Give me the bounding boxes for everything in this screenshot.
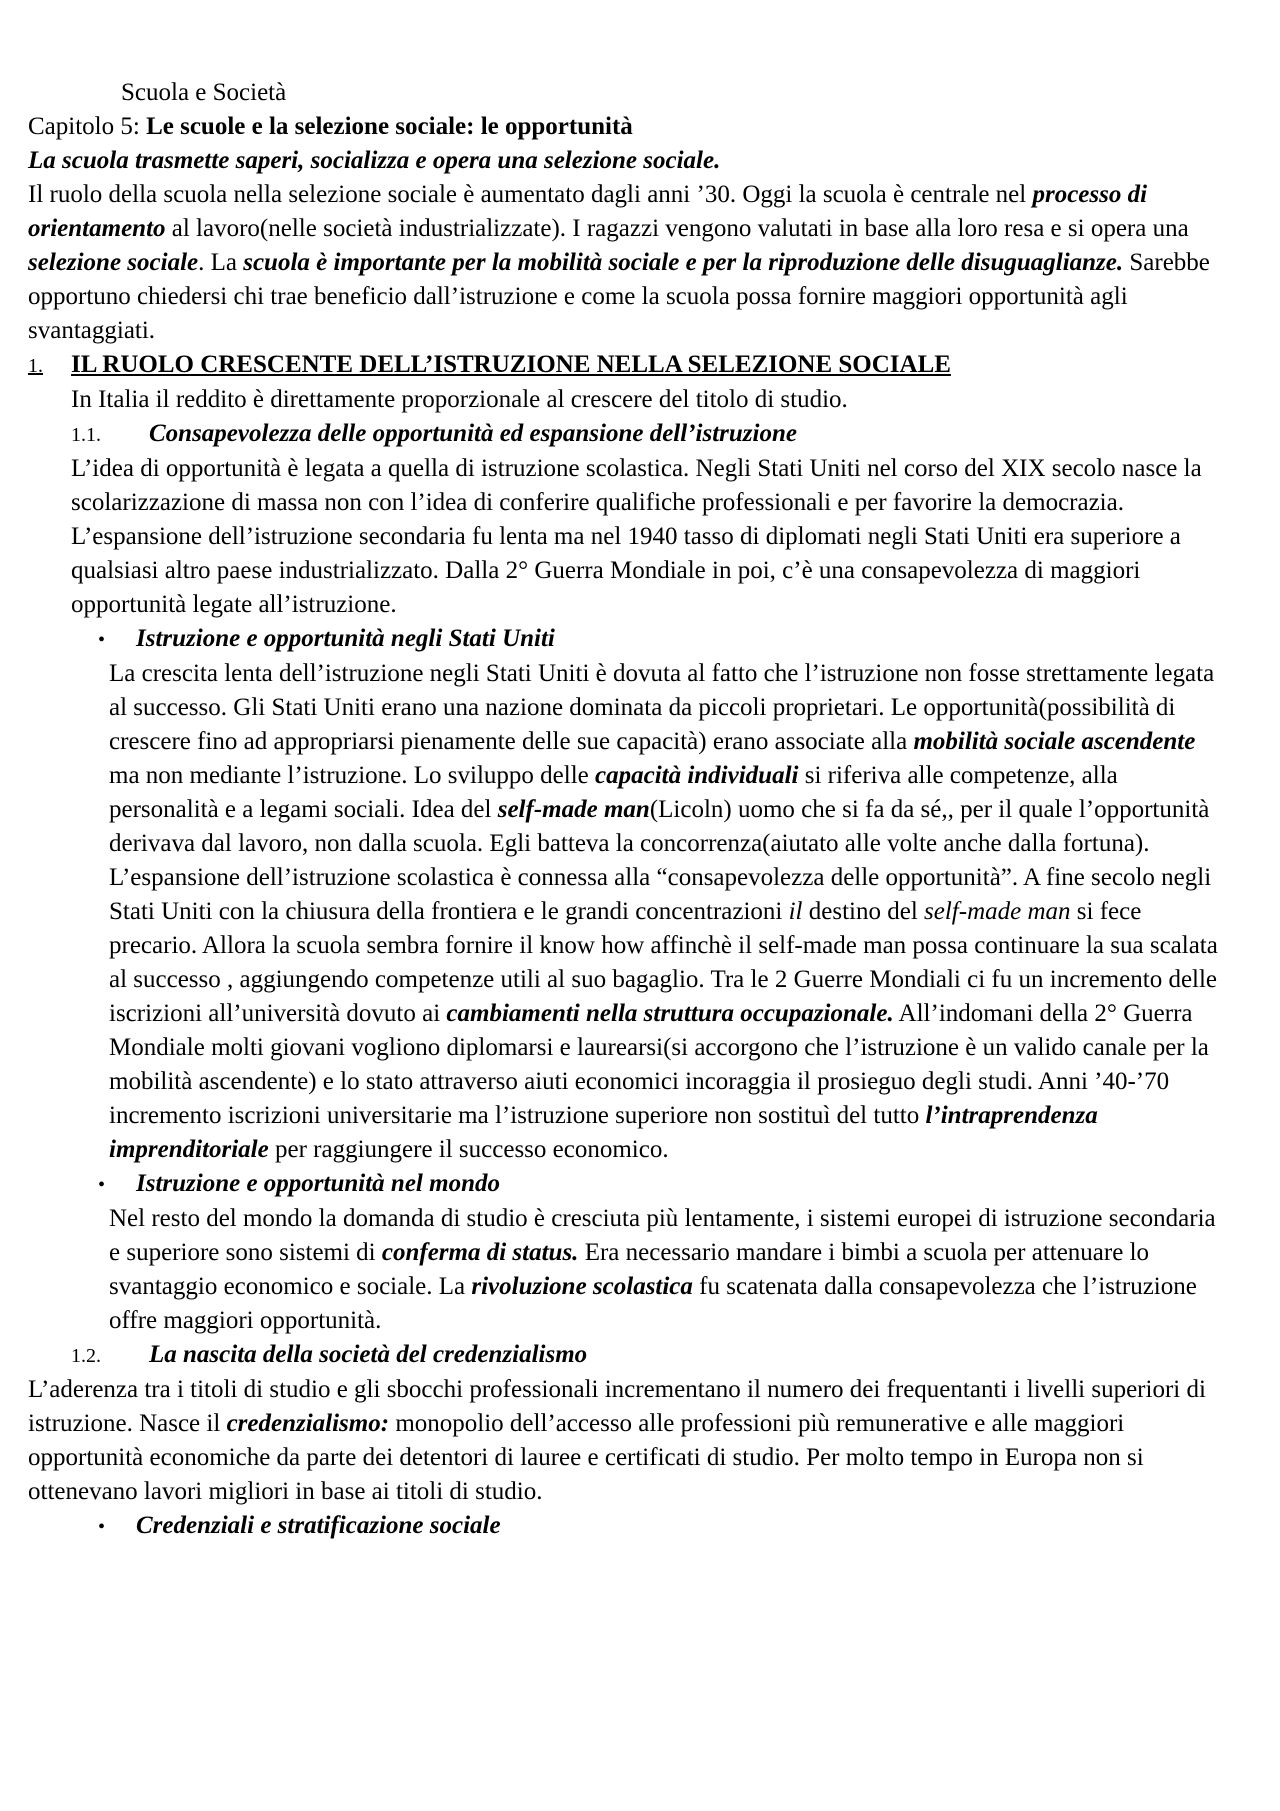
emphasis-run: mobilità sociale ascendente [913, 728, 1196, 755]
section-title: Consapevolezza delle opportunità ed espansione dell’istruzione [149, 420, 797, 447]
intro-lead [28, 144, 1232, 178]
text-run: Nel resto del mondo la domanda di studio è cresciuta più lentamente, i sistemi europei di istruzione secondaria e superiore sono sistemi di [109, 1205, 1216, 1266]
emphasis-run: credenzialismo: [226, 1410, 390, 1437]
emphasis-run: scuola è importante per la mobilità sociale e per la riproduzione delle disuguaglianze. [243, 249, 1124, 276]
section-number: 1.2. [71, 1345, 101, 1367]
intro-paragraph [28, 178, 1232, 348]
emphasis-run: self-made man [497, 796, 650, 823]
text-run: La crescita lenta dell’istruzione negli Stati Uniti è dovuta al fatto che l’istruzione non fosse strettamente legata al successo. Gli Stati Uniti erano una nazione dominata da piccoli proprietari. Le opportunità(possibilità di crescere fino ad appropriarsi pienamente delle sue capacità) erano associate alla [109, 660, 1215, 755]
text-run: Sarebbe opportuno chiedersi chi trae beneficio dall’istruzione e come la scuola possa fornire maggiori opportunità agli svantaggiati. [28, 249, 1210, 344]
text-run: Era necessario mandare i bimbi a scuola per attenuare lo svantaggio economico e sociale. La [109, 1239, 1150, 1300]
text-run: L’aderenza tra i titoli di studio e gli sbocchi professionali incrementano il numero dei frequentanti i livelli superiori di istruzione. Nasce il [28, 1376, 1206, 1437]
section-1-2-heading [28, 1338, 1232, 1373]
text-run: monopolio dell’accesso alle professioni più remunerative e alle maggiori opportunità economiche da parte dei detentori di lauree e certificati di studio. Per molto tempo in Europa non si ottenevano lavori migliori in base ai titoli di studio. [28, 1410, 1144, 1505]
bullet-usa-paragraph [28, 657, 1232, 1167]
bullet-heading-usa [28, 622, 1232, 657]
emphasis-run: processo di orientamento [28, 181, 1148, 242]
section-title: IL RUOLO CRESCENTE DELL’ISTRUZIONE NELLA SELEZIONE SOCIALE [71, 351, 951, 378]
section-1-heading [28, 348, 1232, 383]
bullet-world-paragraph [28, 1202, 1232, 1338]
emphasis-run: capacità individuali [595, 762, 799, 789]
section-title: La nascita della società del credenzialismo [149, 1341, 588, 1368]
text-run: per raggiungere il successo economico. [268, 1136, 669, 1163]
text-run: destino del [802, 898, 925, 925]
text-run: fu scatenata dalla consapevolezza che l’istruzione offre maggiori opportunità. [109, 1273, 1197, 1334]
text-run: si fece precario. Allora la scuola sembra fornire il know how affinchè il self-made man possa continuare la sua scalata al successo , aggiungendo competenze utili al suo bagaglio. Tra le 2 Guerre Mondiali ci fu un incremento delle iscrizioni all’università dovuto ai [109, 898, 1218, 1027]
bullet-title: Credenziali e stratificazione sociale [136, 1512, 501, 1539]
text-run: All’indomani della 2° Guerra Mondiale molti giovani vogliono diplomarsi e laurearsi(si accorgono che l’istruzione è un valido canale per la mobilità ascendente) e lo stato attraverso aiuti economici incoraggia il prosieguo degli studi. Anni ’40-’70 incremento iscrizioni universitarie ma l’istruzione superiore non sostituì del tutto [109, 1000, 1209, 1129]
emphasis-run: l’intraprendenza imprenditoriale [109, 1102, 1098, 1163]
italic-run: self-made man [924, 898, 1071, 925]
emphasis-run: conferma di status. [381, 1239, 579, 1266]
chapter-prefix: Capitolo 5: [28, 113, 147, 140]
emphasis-run: cambiamenti nella struttura occupazionale. [446, 1000, 894, 1027]
emphasis-run: selezione sociale [28, 249, 199, 276]
text-run: si riferiva alle competenze, alla personalità e a legami sociali. Idea del [109, 762, 1118, 823]
emphasis-run: rivoluzione scolastica [471, 1273, 693, 1300]
text-run: . La [198, 249, 244, 276]
document-title: Scuola e Società [121, 79, 287, 106]
chapter-heading [28, 110, 1232, 144]
bullet-marker: • [98, 1516, 106, 1538]
text-run: al lavoro(nelle società industrializzate). I ragazzi vengono valutati in base alla loro resa e si opera una [165, 215, 1189, 242]
text-run: (Licoln) uomo che si fa da sé,, per il quale l’opportunità derivava dal lavoro, non dalla scuola. Egli batteva la concorrenza(aiutato alle volte anche dalla fortuna). L’espansione dell’istruzione scolastica è connessa alla “consapevolezza delle opportunità”. A fine secolo negli Stati Uniti con la chiusura della frontiera e le grandi concentrazioni [109, 796, 1212, 925]
section-1-2-text [28, 1373, 1232, 1509]
bullet-heading-credentials [28, 1509, 1232, 1544]
bullet-title: Istruzione e opportunità nel mondo [136, 1170, 500, 1197]
bullet-title: Istruzione e opportunità negli Stati Uniti [136, 625, 555, 652]
chapter-title: Le scuole e la selezione sociale: le opportunità [146, 113, 633, 140]
section-1-1-text: L’idea di opportunità è legata a quella di istruzione scolastica. Negli Stati Uniti nel corso del XIX secolo nasce la scolarizzazione di massa non con l’idea di conferire qualifiche professionali e per favorire la democrazia. L’espansione dell’istruzione secondaria fu lenta ma nel 1940 tasso di diplomati negli Stati Uniti era superiore a qualsiasi altro paese industrializzato. Dalla 2° Guerra Mondiale in poi, c’è una consapevolezza di maggiori opportunità legate all’istruzione. [71, 455, 1202, 618]
text-run: Il ruolo della scuola nella selezione sociale è aumentato dagli anni ’30. Oggi la scuola è centrale nel [28, 181, 1033, 208]
text-run: ma non mediante l’istruzione. Lo sviluppo delle [109, 762, 595, 789]
section-1-text: In Italia il reddito è direttamente proporzionale al crescere del titolo di studio. [71, 386, 848, 413]
italic-run: il [788, 898, 803, 925]
bullet-marker: • [98, 1174, 106, 1196]
bullet-marker: • [98, 629, 106, 651]
bullet-heading-world [28, 1167, 1232, 1202]
section-1-1-heading [28, 417, 1232, 452]
intro-lead-text: La scuola trasmette saperi, socializza e opera una selezione sociale. [28, 147, 721, 174]
section-number: 1.1. [71, 424, 101, 446]
section-number: 1. [28, 355, 43, 377]
